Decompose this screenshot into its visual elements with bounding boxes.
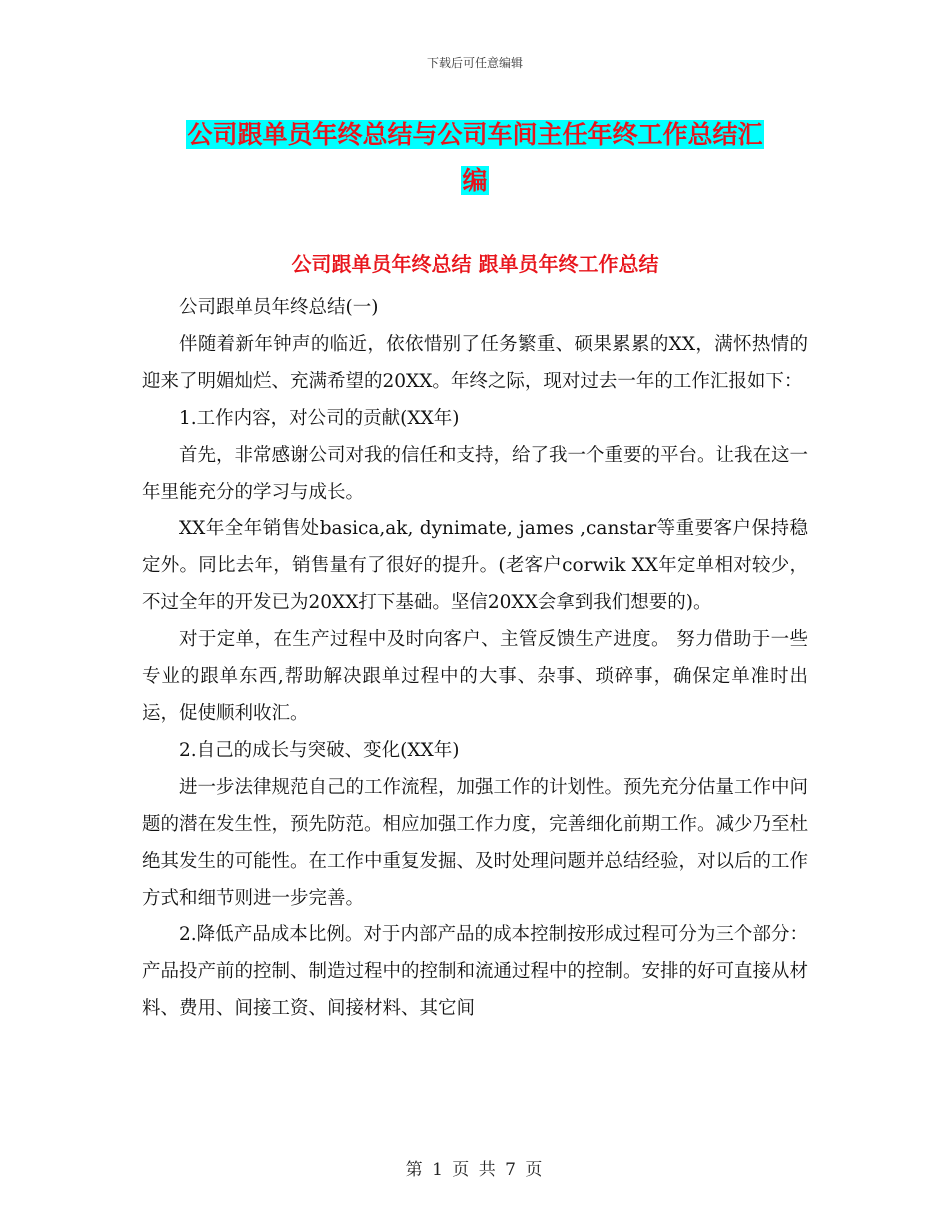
paragraph: 公司跟单员年终总结(一) xyxy=(179,297,379,318)
title-line-1: 公司跟单员年终总结与公司车间主任年终工作总结汇 xyxy=(187,120,763,149)
paragraph: XX年全年销售处basica,ak, dynimate, james ,canstar等重要客户保持稳定外。同比去年，销售量有了很好的提升。(老客户corwik XX年定单相对较少，不过全年的开发已为20XX打下基础。坚信20XX会拿到我们想要的)。 xyxy=(142,518,808,614)
paragraph: 伴随着新年钟声的临近，依依惜别了任务繁重、硕果累累的XX，满怀热情的迎来了明媚灿烂、充满希望的20XX。年终之际，现对过去一年的工作汇报如下： xyxy=(142,333,808,392)
header-note: 下载后可任意编辑 xyxy=(426,56,523,70)
page-footer: 第 1 页 共 7 页 xyxy=(405,1160,545,1180)
paragraph: 进一步法律规范自己的工作流程，加强工作的计划性。预先充分估量工作中问题的潜在发生性，预先防范。相应加强工作力度，完善细化前期工作。减少乃至杜绝其发生的可能性。在工作中重复发掘、及时处理问题并总结经验，对以后的工作方式和细节则进一步完善。 xyxy=(142,776,809,909)
body-text xyxy=(142,290,808,1028)
section-title: 公司跟单员年终总结 跟单员年终工作总结 xyxy=(291,252,659,276)
paragraph: 2.降低产品成本比例。对于内部产品的成本控制按形成过程可分为三个部分：产品投产前的控制、制造过程中的控制和流通过程中的控制。安排的好可直接从材料、费用、间接工资、间接材料、其它间 xyxy=(142,924,809,1020)
paragraph: 首先，非常感谢公司对我的信任和支持，给了我一个重要的平台。让我在这一年里能充分的学习与成长。 xyxy=(142,444,809,503)
paragraph: 1.工作内容，对公司的贡献(XX年) xyxy=(179,407,460,429)
document-title xyxy=(142,112,808,204)
title-line-2: 编 xyxy=(462,166,488,195)
paragraph: 2.自己的成长与突破、变化(XX年) xyxy=(179,739,460,761)
paragraph: 对于定单，在生产过程中及时向客户、主管反馈生产进度。 努力借助于一些专业的跟单东西,帮助解决跟单过程中的大事、杂事、琐碎事，确保定单准时出运，促使顺利收汇。 xyxy=(142,629,808,724)
